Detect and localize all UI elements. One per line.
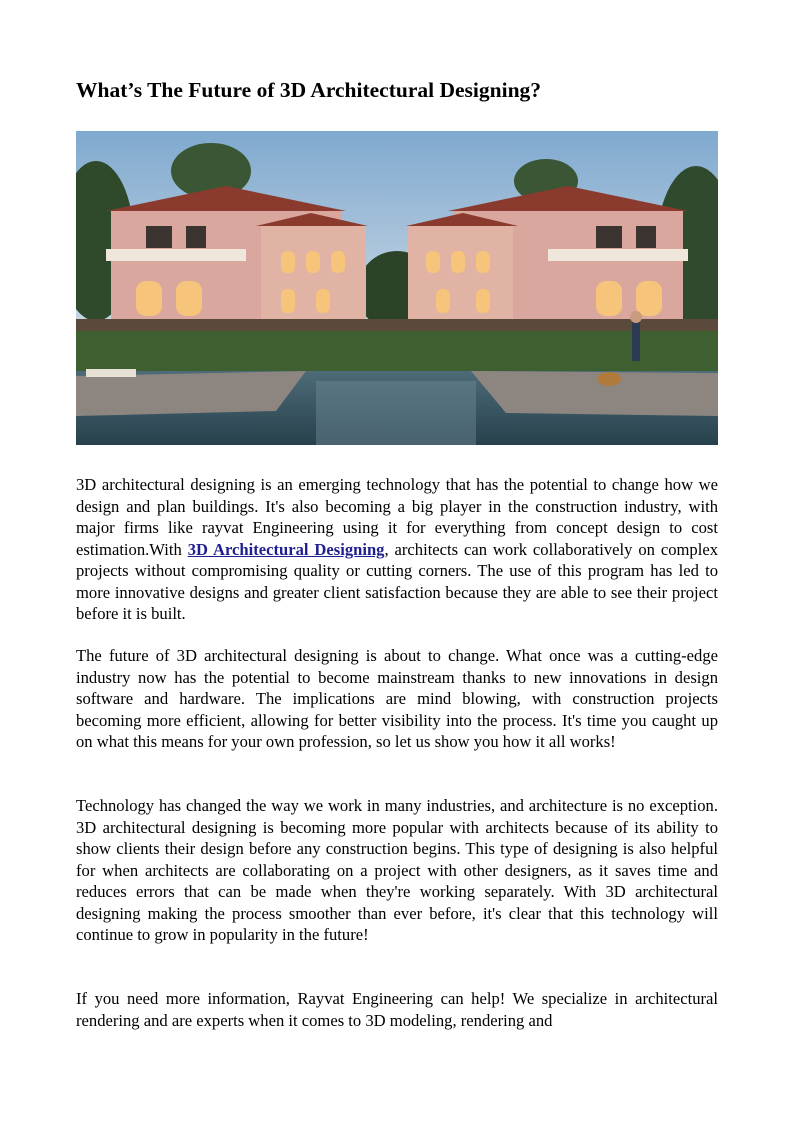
paragraph-2: The future of 3D architectural designing is about to change. What once was a cutting-edge industry now has the potential to become mainstream thanks to new innovations in design software and hardware. The implications are mind blowing, with construction projects becoming more efficient, allowing for better visibility into the process. It's time you caught up on what this means for your own profession, so let us show you how it all works! <box>76 646 718 751</box>
page-title: What’s The Future of 3D Architectural Designing? <box>76 78 542 102</box>
paragraph-4: If you need more information, Rayvat Engineering can help! We specialize in architectural rendering and are experts when it comes to 3D modeling, rendering and <box>76 989 718 1030</box>
paragraph-3: Technology has changed the way we work in many industries, and architecture is no exception. 3D architectural designing is becoming more popular with architects because of its ability to show clients their design before any construction begins. This type of designing is also helpful for when architects are collaborating on a project with other designers, as it saves time and reduces errors that can be made when they're working separately. With 3D architectural designing making the process smoother than ever before, it's clear that this technology will continue to grow in popularity in the future! <box>76 796 718 944</box>
paragraph-1 <box>76 474 718 625</box>
hero-image <box>76 131 718 445</box>
paragraph-1-text-start: 3D architectural designing is an emerging technology that has the potential to change how we design and plan buildings. It's also becoming a big player in the construction industry, with major firms like rayvat Engineering using it for everything from concept design to cost estimation.With <box>76 475 718 559</box>
paragraph-1-text-end: , architects can work collaboratively on complex projects without compromising quality or cutting corners. The use of this program has led to more innovative designs and greater client satisfaction because they are able to see their project before it is built. <box>76 539 718 623</box>
3d-architectural-designing-link[interactable]: 3D Architectural Designing <box>187 539 385 559</box>
